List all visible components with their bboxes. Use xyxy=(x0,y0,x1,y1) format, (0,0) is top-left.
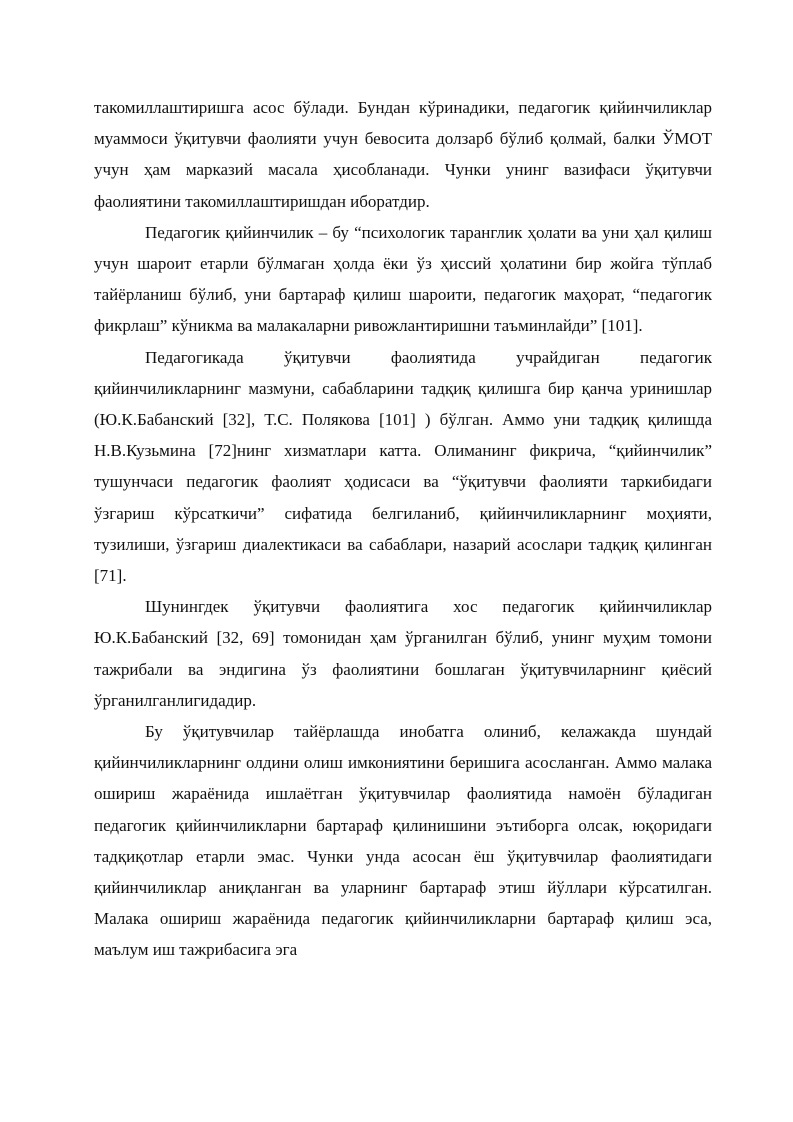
paragraph-4: Шунингдек ўқитувчи фаолиятига хос педагогик қийинчиликлар Ю.К.Бабанский [32, 69] томонидан ҳам ўрганилган бўлиб, унинг муҳим томони тажрибали ва эндигина ўз фаолиятини бошлаган ўқитувчиларнинг қиёсий ўрганилганлигидадир. xyxy=(94,597,712,710)
paragraph-2: Педагогик қийинчилик – бу “психологик таранглик ҳолати ва уни ҳал қилиш учун шароит етарли бўлмаган ҳолда ёки ўз ҳиссий ҳолатини бир жойга тўплаб тайёрланиш бўлиб, уни бартараф қилиш шароити, педагогик маҳорат, “педагогик фикрлаш” кўникма ва малакаларни ривожлантиришни таъминлайди” [101]. xyxy=(94,222,712,336)
paragraph-3: Педагогикада ўқитувчи фаолиятида учрайдиган педагогик қийинчиликларнинг мазмуни, сабабларини тадқиқ қилишга бир қанча уринишлар (Ю.К.Бабанский [32], Т.С. Полякова [101] ) бўлган. Аммо уни тадқиқ қилишда Н.В.Кузьмина [72]нинг хизматлари катта. Олиманинг фикрича, “қийинчилик” тушунчаси педагогик фаолият ҳодисаси ва “ўқитувчи фаолияти таркибидаги ўзгариш кўрсаткичи” сифатида белгиланиб, қийинчиликларнинг моҳияти, тузилиши, ўзгариш диалектикаси ва сабаблари, назарий асослари тадқиқ қилинган [71]. xyxy=(94,347,712,586)
paragraph-1: такомиллаштиришга асос бўлади. Бундан кўринадики, педагогик қийинчиликлар муаммоси ўқитувчи фаолияти учун бевосита долзарб бўлиб қолмай, балки ЎМОТ учун ҳам марказий масала ҳисобланади. Чунки унинг вазифаси ўқитувчи фаолиятини такомиллаштиришдан иборатдир. xyxy=(94,98,712,211)
paragraph-5: Бу ўқитувчилар тайёрлашда инобатга олиниб, келажакда шундай қийинчиликларнинг олдини олиш имкониятини беришига асосланган. Аммо малака ошириш жараёнида ишлаётган ўқитувчилар фаолиятида намоён бўладиган педагогик қийинчиликларни бартараф қилинишини эътиборга олсак, юқоридаги тадқиқотлар етарли эмас. Чунки унда асосан ёш ўқитувчилар фаолиятидаги қийинчиликлар аниқланган ва уларнинг бартараф этиш йўллари кўрсатилган. Малака ошириш жараёнида педагогик қийинчиликларни бартараф қилиш эса, маълум иш тажрибасига эга xyxy=(94,722,712,960)
document-page xyxy=(94,92,712,966)
